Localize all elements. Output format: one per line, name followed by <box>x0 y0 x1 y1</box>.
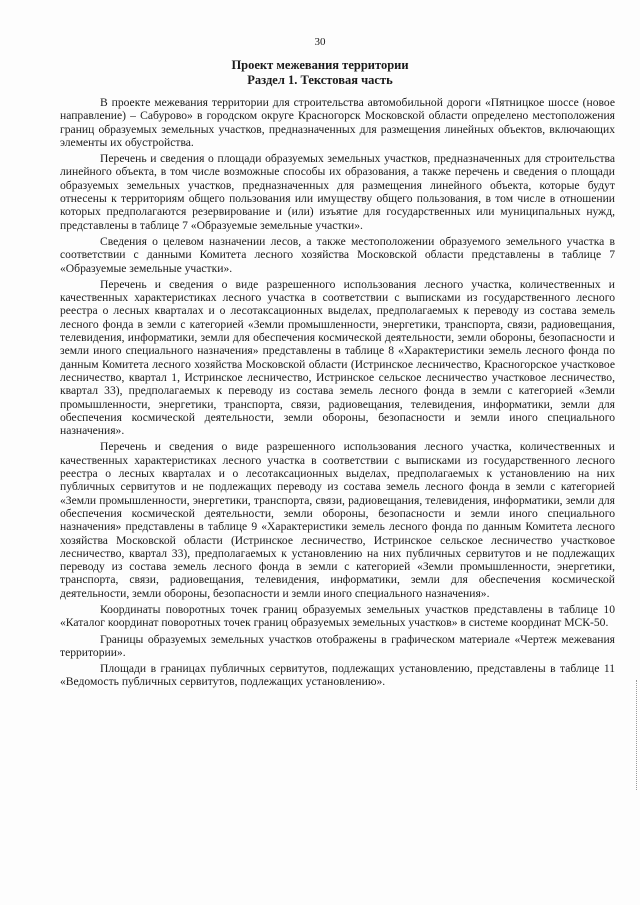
paragraph-1: В проекте межевания территории для строительства автомобильной дороги «Пятницкое шоссе (новое направление) – Сабурово» в городском округе Красногорск Московской области определено местоположения границ образуемых земельных участков, предназначенных для размещения линейных объектов, включающих элементы их обустройства. <box>60 96 615 149</box>
title-block <box>0 58 640 88</box>
paragraph-2: Перечень и сведения о площади образуемых земельных участков, предназначенных для строительства линейного объекта, в том числе возможные способы их образования, а также перечень и сведения о площади образуемых земельных участков, предназначенных для размещения линейного объекта, которые будут отнесены к территориям общего пользования или имуществу общего пользования, в том числе в отношении которых предполагаются резервирование и (или) изъятие для государственных или муниципальных нужд, представлены в таблице 7 «Образуемые земельные участки». <box>60 152 615 232</box>
paragraph-6: Координаты поворотных точек границ образуемых земельных участков представлены в таблице 10 «Каталог координат поворотных точек границ образуемых земельных участков» в системе координат МСК-50. <box>60 602 615 630</box>
section-title: Раздел 1. Текстовая часть <box>247 73 393 87</box>
body-text <box>60 96 615 692</box>
paragraph-7: Границы образуемых земельных участков отображены в графическом материале «Чертеж межевания территории». <box>60 632 615 659</box>
paragraph-4: Перечень и сведения о виде разрешенного использования лесного участка, количественных и качественных характеристиках лесного участка в соответствии с выписками из государственного лесного реестра о лесных кварталах и о лесотаксационных выделах, предполагаемых к переводу из состава земель лесного фонда в земли с категорией «Земли промышленности, энергетики, транспорта, связи, радиовещания, телевидения, информатики, земли для обеспечения космической деятельности, земли обороны, безопасности и земли иного специального назначения» представлены в таблице 8 «Характеристики земель лесного фонда по данным Комитета лесного хозяйства Московской области (Истринское лесничество, Красногорское участковое лесничество, квартал 1, Истринское лесничество, Истринское сельское лесничество участковое лесничество, квартал 33), предполагаемых к переводу из состава земель лесного фонда в земли с категорией «Земли промышленности, энергетики, транспорта, связи, радиовещания, телевидения, информатики, земли для обеспечения космической деятельности, земли обороны, безопасности и земли иного специального назначения». <box>60 277 615 438</box>
document-title: Проект межевания территории <box>231 58 409 72</box>
paragraph-8: Площади в границах публичных сервитутов, подлежащих установлению, представлены в таблице 11 «Ведомость публичных сервитутов, подлежащих установлению». <box>60 662 615 689</box>
scan-edge-mark <box>635 680 637 790</box>
paragraph-3: Сведения о целевом назначении лесов, а также местоположении образуемого земельного участка в соответствии с данными Комитета лесного хозяйства Московской области представлены в таблице 7 «Образуемые земельные участки». <box>60 234 615 275</box>
paragraph-5: Перечень и сведения о виде разрешенного использования лесного участка, количественных и качественных характеристиках лесного участка в соответствии с выписками из государственного лесного реестра о лесных кварталах и о лесотаксационных выделах, предполагаемых к установлению на них публичных сервитутов и не подлежащих переводу из состава земель лесного фонда в земли с категорией «Земли промышленности, энергетики, транспорта, связи, радиовещания, телевидения, информатики, земли для обеспечения космической деятельности, земли обороны, безопасности и земли иного специального назначения» представлены в таблице 9 «Характеристики земель лесного фонда по данным Комитета лесного хозяйства Московской области (Истринское лесничество, Истринское сельское лесничество участковое лесничество, квартал 33), предполагаемых к установлению на них публичных сервитутов и не подлежащих переводу из состава земель лесного фонда в земли с категорией «Земли промышленности, энергетики, транспорта, связи, радиовещания, телевидения, информатики, земли для обеспечения космической деятельности, земли обороны, безопасности и земли иного специального назначения». <box>60 440 615 600</box>
page-number: 30 <box>314 36 326 48</box>
